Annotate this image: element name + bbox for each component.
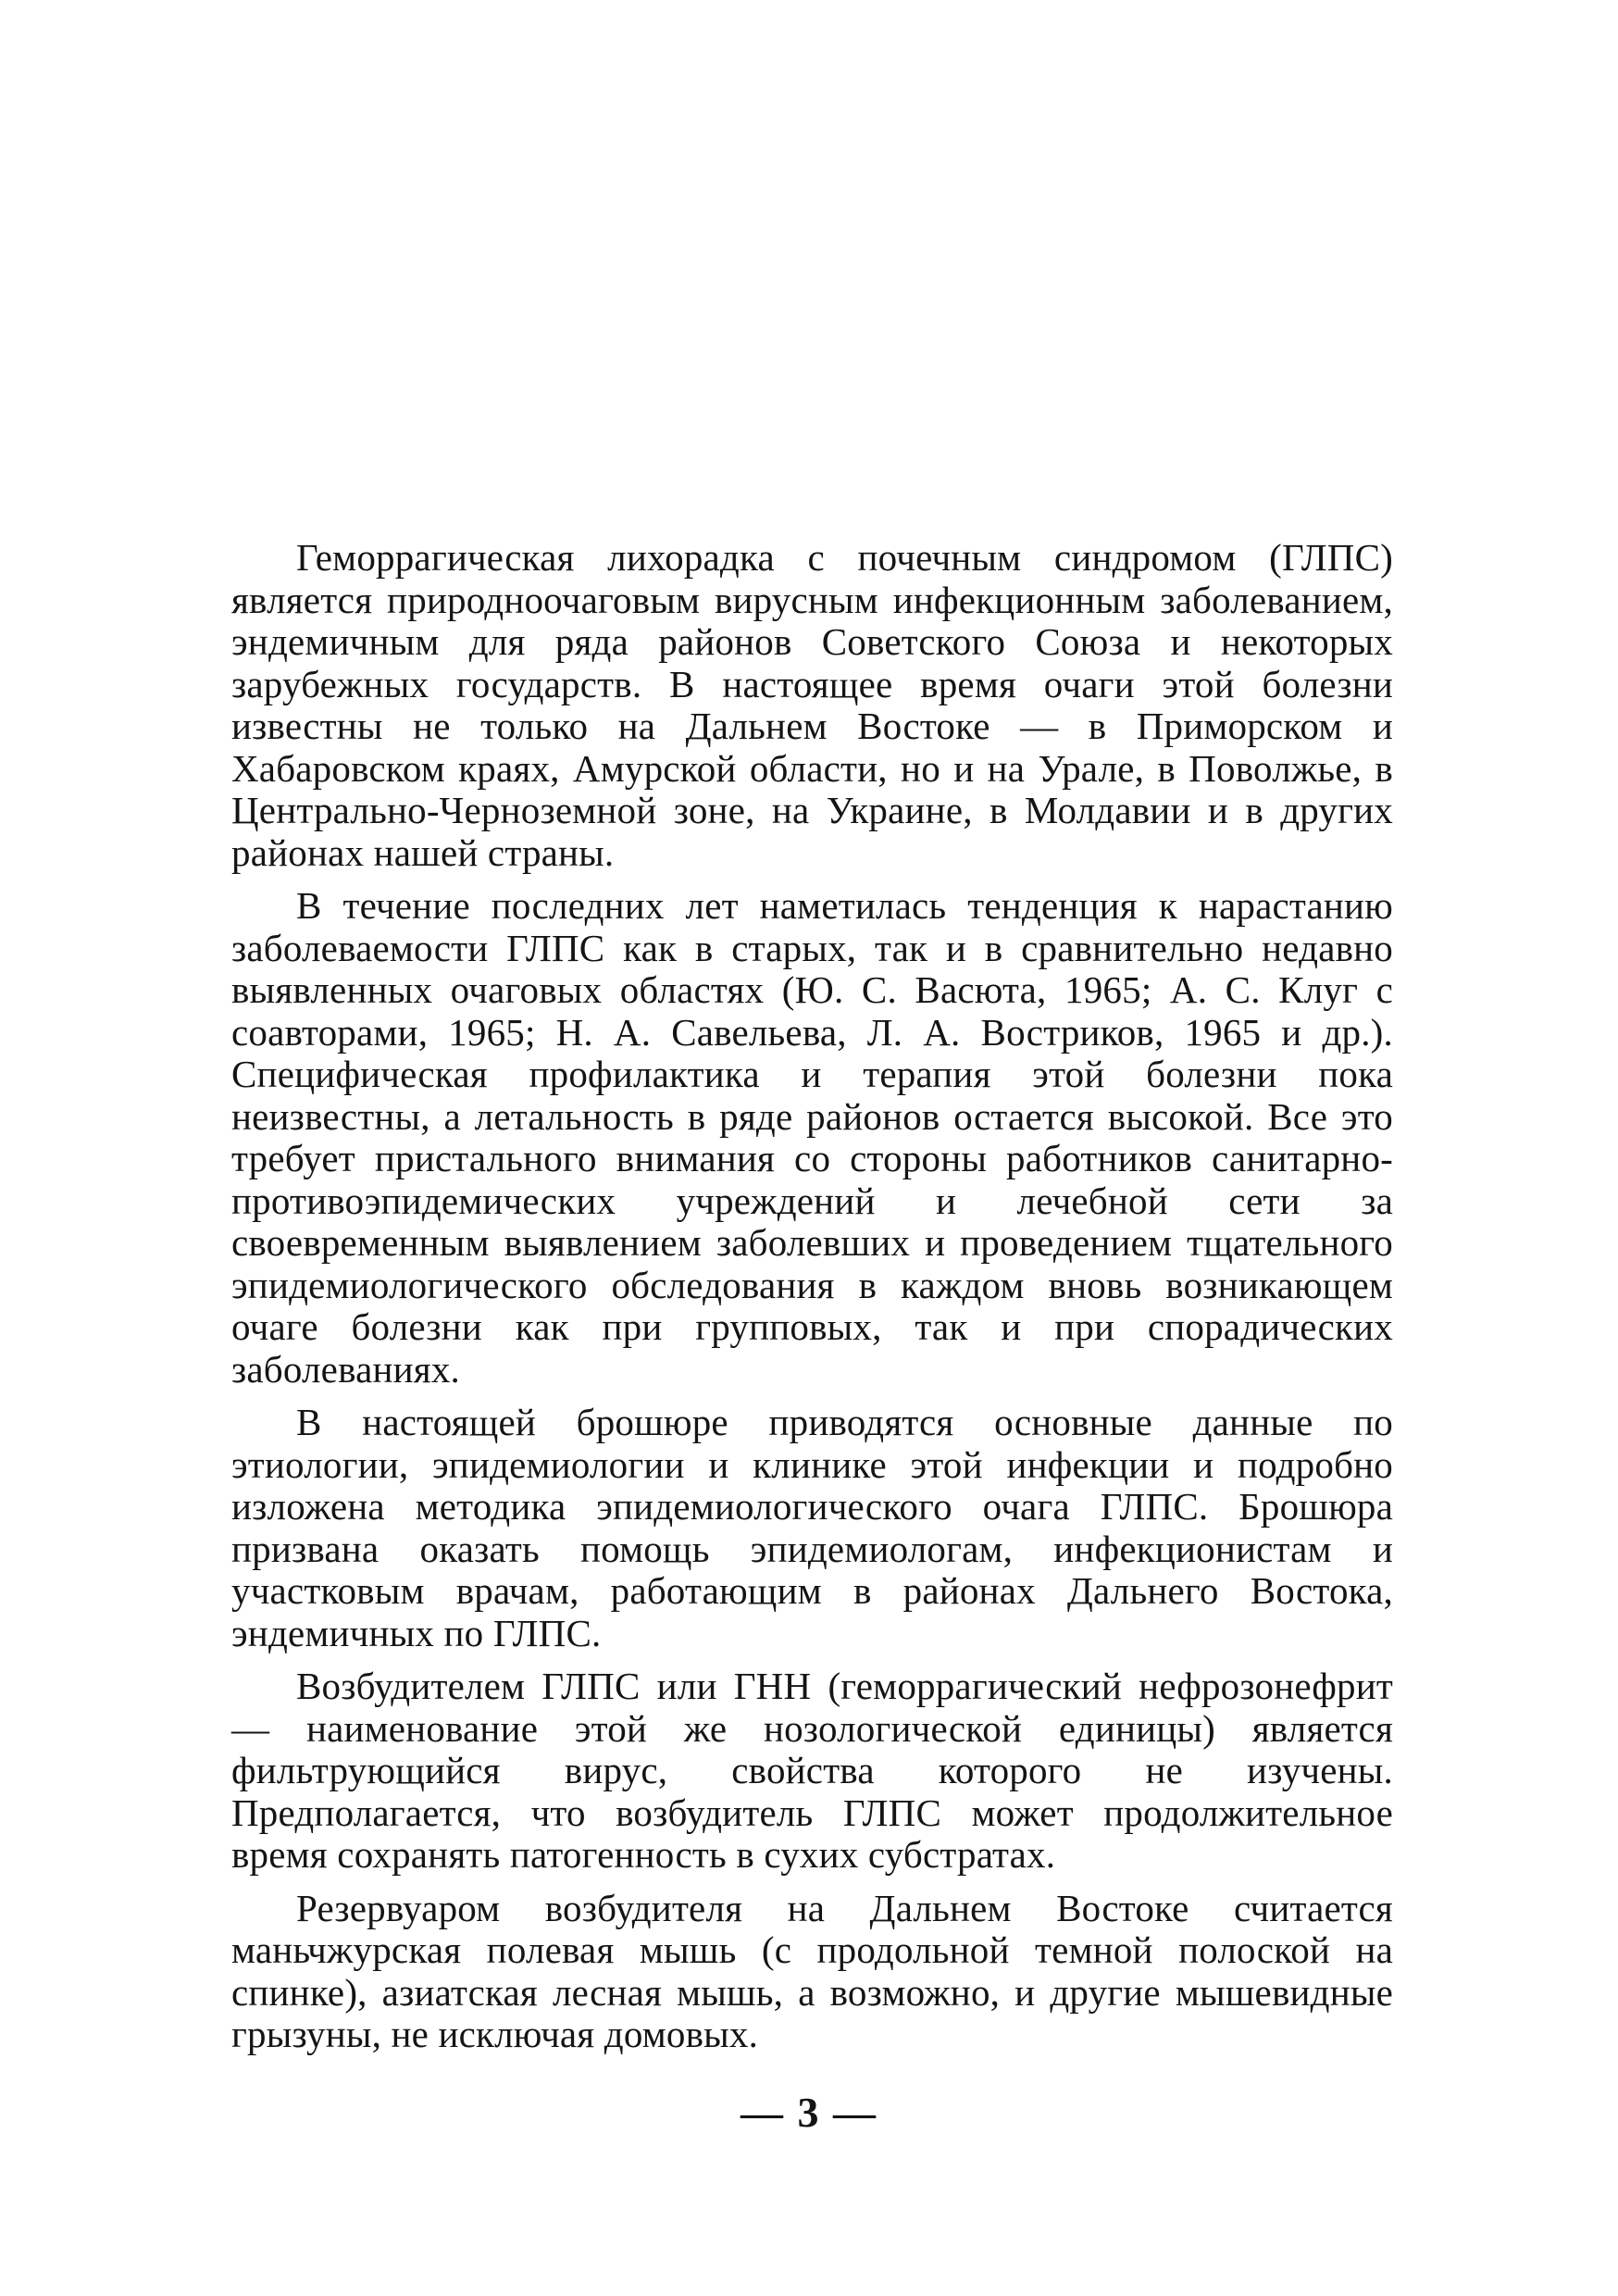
page-number: — 3 —: [741, 2089, 877, 2136]
page-body: [231, 537, 1393, 2067]
paragraph-reservoir: Резервуаром возбудителя на Дальнем Востоке считается маньчжурская полевая мышь (с продольной темной полоской на спинке), азиатская лесная мышь, а возможно, и другие мышевидные грызуны, не исключая домовых.: [231, 1886, 1393, 2055]
paragraph-pathogen: Возбудителем ГЛПС или ГНН (геморрагический нефрозонефрит — наименование этой же нозологической единицы) является фильтрующийся вирус, свойства которого не изучены. Предполагается, что возбудитель ГЛПС может продолжительное время сохранять патогенность в сухих субстратах.: [231, 1665, 1393, 1876]
paragraph-brochure-purpose: В настоящей брошюре приводятся основные данные по этиологии, эпидемиологии и клинике этой инфекции и подробно изложена методика эпидемиологического очага ГЛПС. Брошюра призвана оказать помощь эпидемиологам, инфекционистам и участковым врачам, работающим в районах Дальнего Востока, эндемичных по ГЛПС.: [231, 1401, 1393, 1654]
paragraph-incidence: В течение последних лет наметилась тенденция к нарастанию заболеваемости ГЛПС как в старых, так и в сравнительно недавно выявленных очаговых областях (Ю. С. Васюта, 1965; А. С. Клуг с соавторами, 1965; Н. А. Савельева, Л. А. Востриков, 1965 и др.). Специфическая профилактика и терапия этой болезни пока неизвестны, а летальность в ряде районов остается высокой. Все это требует пристального внимания со стороны работников санитарно-противоэпидемических учреждений и лечебной сети за своевременным выявлением заболевших и проведением тщательного эпидемиологического обследования в каждом вновь возникающем очаге болезни как при групповых, так и при спорадических заболеваниях.: [231, 884, 1393, 1391]
paragraph-intro: Геморрагическая лихорадка с почечным синдромом (ГЛПС) является природноочаговым вирусным инфекционным заболеванием, эндемичным для ряда районов Советского Союза и некоторых зарубежных государств. В настоящее время очаги этой болезни известны не только на Дальнем Востоке — в Приморском и Хабаровском краях, Амурской области, но и на Урале, в Поволжье, в Центрально-Черноземной зоне, на Украине, в Молдавии и в других районах нашей страны.: [231, 536, 1393, 874]
